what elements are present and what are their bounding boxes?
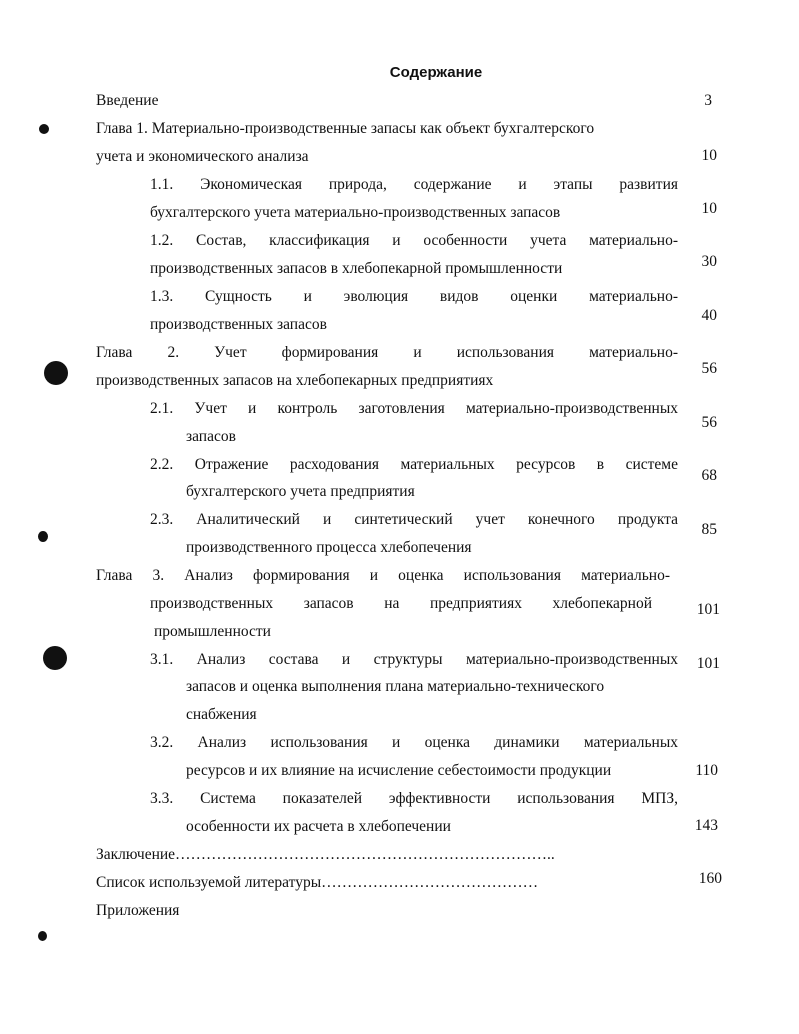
toc-s13-line1: 1.3. Сущность и эволюция видов оценки материально- <box>150 288 678 305</box>
toc-s23-line1: 2.3. Аналитический и синтетический учет конечного продукта <box>150 511 678 528</box>
toc-s12-page: 30 <box>701 253 717 270</box>
toc-chapter3-line3: промышленности <box>154 623 271 640</box>
toc-s32-line2: ресурсов и их влияние на исчисление себестоимости продукции <box>186 762 612 779</box>
binding-hole-2 <box>43 646 67 670</box>
toc-s31-line2: запасов и оценка выполнения плана материально-технического <box>186 678 605 695</box>
scan-speck-2 <box>38 531 48 542</box>
binding-hole-1 <box>44 361 68 385</box>
toc-references: Список используемой литературы…………………………………… <box>96 874 539 891</box>
toc-chapter3-line1: Глава 3. Анализ формирования и оценка использования материально- <box>96 567 670 584</box>
toc-chapter3-page: 101 <box>696 601 720 618</box>
toc-chapter1-line2: учета и экономического анализа <box>96 148 309 165</box>
toc-chapter1-line1: Глава 1. Материально-производственные запасы как объект бухгалтерского <box>96 120 595 137</box>
toc-s12-line1: 1.2. Состав, классификация и особенности учета материально- <box>150 232 678 249</box>
toc-intro-page: 3 <box>704 92 712 109</box>
toc-conclusion: Заключение……………………………………………………………….. <box>96 846 555 863</box>
toc-s33-line1: 3.3. Система показателей эффективности использования МПЗ, <box>150 790 678 807</box>
toc-references-page: 160 <box>698 870 722 887</box>
toc-s31-line3: снабжения <box>186 706 257 723</box>
toc-s32-page: 110 <box>695 762 718 779</box>
toc-s23-page: 85 <box>701 521 717 538</box>
toc-chapter2-line1: Глава 2. Учет формирования и использования материально- <box>96 344 678 361</box>
toc-chapter3-line2: производственных запасов на предприятиях хлебопекарной <box>150 595 652 612</box>
toc-title: Содержание <box>389 64 483 81</box>
toc-chapter2-page: 56 <box>701 360 717 377</box>
toc-s21-line2: запасов <box>186 428 236 445</box>
toc-s32-line1: 3.2. Анализ использования и оценка динамики материальных <box>150 734 678 751</box>
toc-s23-line2: производственного процесса хлебопечения <box>186 539 472 556</box>
toc-s11-line1: 1.1. Экономическая природа, содержание и этапы развития <box>150 176 678 193</box>
toc-s33-line2: особенности их расчета в хлебопечении <box>186 818 451 835</box>
toc-s22-line1: 2.2. Отражение расходования материальных ресурсов в системе <box>150 456 678 473</box>
toc-s31-line1: 3.1. Анализ состава и структуры материально-производственных <box>150 651 678 668</box>
toc-chapter1-page: 10 <box>701 147 717 164</box>
toc-s13-line2: производственных запасов <box>150 316 327 333</box>
toc-s22-line2: бухгалтерского учета предприятия <box>186 483 415 500</box>
scan-speck-1 <box>39 124 49 134</box>
toc-s11-page: 10 <box>701 200 717 217</box>
toc-s13-page: 40 <box>701 307 717 324</box>
toc-s21-line1: 2.1. Учет и контроль заготовления материально-производственных <box>150 400 678 417</box>
toc-s11-line2: бухгалтерского учета материально-производственных запасов <box>150 204 561 221</box>
toc-intro: Введение <box>96 92 159 109</box>
toc-s22-page: 68 <box>701 467 717 484</box>
toc-chapter2-line2: производственных запасов на хлебопекарных предприятиях <box>96 372 494 389</box>
toc-s33-page: 143 <box>694 817 718 834</box>
toc-s21-page: 56 <box>701 414 717 431</box>
scan-speck-3 <box>38 931 47 941</box>
toc-s12-line2: производственных запасов в хлебопекарной промышленности <box>150 260 563 277</box>
toc-appendix: Приложения <box>96 902 180 919</box>
toc-s31-page: 101 <box>696 655 720 672</box>
